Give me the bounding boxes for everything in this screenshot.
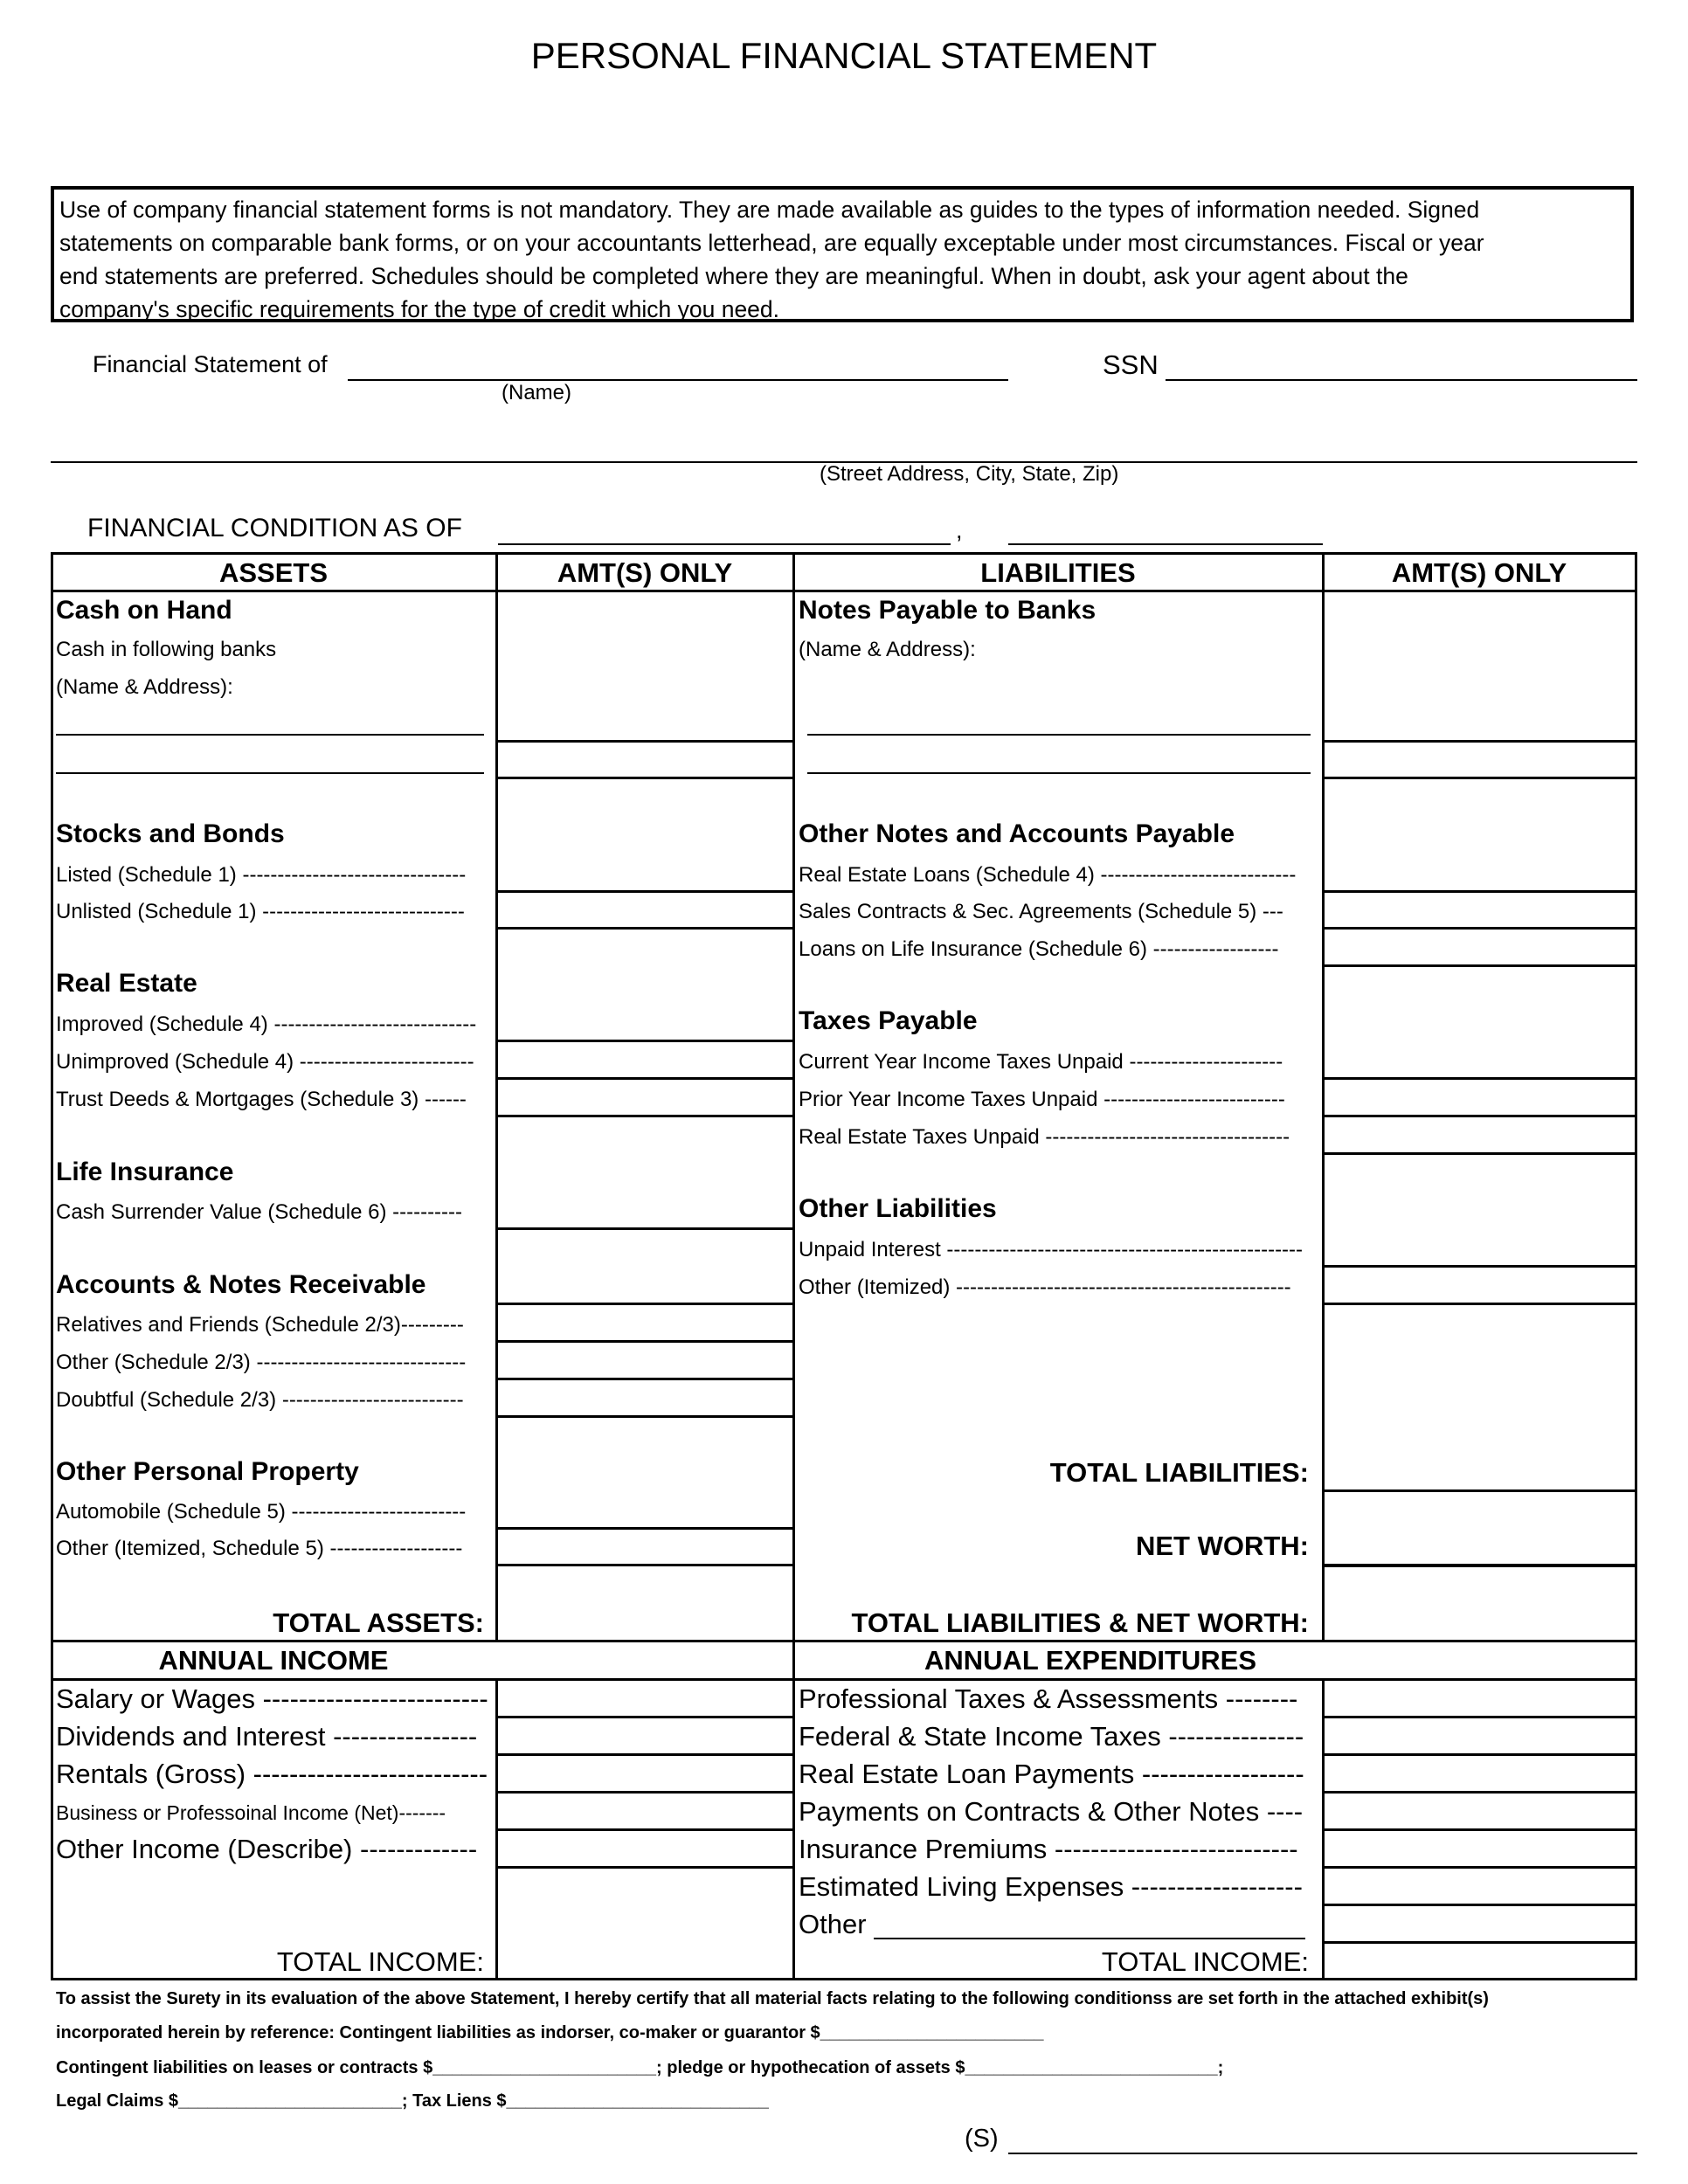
certification-line: incorporated herein by reference: Contingent liabilities as indorser, co-maker or guarantor $_______________________ — [56, 2023, 1044, 2042]
contracts-payments-label: Payments on Contracts & Other Notes ---- — [799, 1796, 1304, 1827]
sales-contracts-label: Sales Contracts & Sec. Agreements (Schedule 5) --- — [799, 900, 1283, 923]
assets-header: ASSETS — [218, 557, 329, 588]
dividends-label: Dividends and Interest ---------------- — [56, 1721, 478, 1752]
unimproved-label: Unimproved (Schedule 4) ------------------------- — [56, 1050, 474, 1074]
personal-property-heading: Other Personal Property — [56, 1457, 359, 1486]
net-worth-label: NET WORTH: — [1135, 1531, 1309, 1561]
total-liabilities-label: TOTAL LIABILITIES: — [1049, 1457, 1309, 1488]
current-taxes-label: Current Year Income Taxes Unpaid ---------------------- — [799, 1050, 1283, 1074]
doubtful-label: Doubtful (Schedule 2/3) -------------------------- — [56, 1388, 464, 1412]
total-assets-label: TOTAL ASSETS: — [273, 1607, 484, 1638]
cash-banks-label: Cash in following banks — [56, 638, 277, 661]
amt-header-left: AMT(S) ONLY — [557, 557, 733, 588]
annual-expenditures-header: ANNUAL EXPENDITURES — [924, 1645, 1257, 1676]
trust-deeds-label: Trust Deeds & Mortgages (Schedule 3) ------ — [56, 1088, 467, 1111]
intro-line: statements on comparable bank forms, or on your accountants letterhead, are equally exceptable under most circumstances. Fiscal or year — [59, 230, 1484, 256]
name-field[interactable] — [348, 353, 1008, 381]
prof-taxes-label: Professional Taxes & Assessments -------- — [799, 1683, 1298, 1714]
page-title: PERSONAL FINANCIAL STATEMENT — [530, 35, 1158, 76]
intro-box — [51, 186, 1634, 322]
receivable-heading: Accounts & Notes Receivable — [56, 1270, 426, 1299]
taxes-payable-heading: Taxes Payable — [799, 1006, 978, 1035]
amt-header-right: AMT(S) ONLY — [1391, 557, 1567, 588]
bank-name-line[interactable] — [807, 755, 1311, 774]
life-insurance-heading: Life Insurance — [56, 1158, 234, 1186]
fed-taxes-label: Federal & State Income Taxes --------------- — [799, 1721, 1304, 1752]
bank-name-line[interactable] — [56, 716, 484, 736]
listed-label: Listed (Schedule 1) -------------------------------- — [56, 863, 467, 887]
stocks-bonds-heading: Stocks and Bonds — [56, 819, 285, 848]
bank-name-line[interactable] — [56, 755, 484, 774]
ssn-label: SSN — [1103, 349, 1159, 380]
intro-line: company's specific requirements for the type of credit which you need. — [59, 296, 780, 322]
re-loans-label: Real Estate Loans (Schedule 4) ---------------------------- — [799, 863, 1297, 887]
intro-line: Use of company financial statement forms is not mandatory. They are made available as guides to the types of information needed. Signed — [59, 197, 1480, 223]
liab-name-address-label: (Name & Address): — [799, 638, 976, 661]
re-taxes-label: Real Estate Taxes Unpaid ----------------------------------- — [799, 1125, 1290, 1149]
real-estate-heading: Real Estate — [56, 969, 197, 998]
bank-name-line[interactable] — [807, 716, 1311, 736]
comma: , — [956, 517, 963, 543]
rentals-label: Rentals (Gross) -------------------------- — [56, 1759, 488, 1789]
ssn-field[interactable] — [1166, 353, 1637, 381]
liabilities-header: LIABILITIES — [980, 557, 1136, 588]
improved-label: Improved (Schedule 4) ----------------------------- — [56, 1013, 477, 1036]
re-payments-label: Real Estate Loan Payments ------------------ — [799, 1759, 1304, 1789]
total-income-label: TOTAL INCOME: — [276, 1946, 484, 1977]
fs-of-label: Financial Statement of — [93, 351, 328, 377]
prior-taxes-label: Prior Year Income Taxes Unpaid -------------------------- — [799, 1088, 1285, 1111]
certification-line: Legal Claims $_______________________; Tax Liens $___________________________ — [56, 2091, 769, 2111]
certification-line: Contingent liabilities on leases or contracts $_______________________; pledge or hypothecation of assets $__________________________; — [56, 2058, 1224, 2077]
unlisted-label: Unlisted (Schedule 1) ----------------------------- — [56, 900, 465, 923]
salary-label: Salary or Wages ------------------------- — [56, 1683, 488, 1714]
condition-label: FINANCIAL CONDITION AS OF — [87, 514, 462, 543]
insurance-premiums-label: Insurance Premiums --------------------------- — [799, 1834, 1298, 1864]
unpaid-interest-label: Unpaid Interest --------------------------------------------------- — [799, 1238, 1304, 1261]
living-expenses-label: Estimated Living Expenses ------------------- — [799, 1871, 1303, 1902]
name-address-label: (Name & Address): — [56, 675, 233, 699]
other-itemized-label: Other (Itemized, Schedule 5) ------------------- — [56, 1537, 463, 1560]
address-caption: (Street Address, City, State, Zip) — [820, 462, 1119, 486]
other-notes-heading: Other Notes and Accounts Payable — [799, 819, 1235, 848]
name-caption: (Name) — [502, 381, 572, 404]
annual-income-header: ANNUAL INCOME — [158, 1645, 389, 1676]
relatives-label: Relatives and Friends (Schedule 2/3)--------- — [56, 1313, 464, 1337]
cash-surrender-label: Cash Surrender Value (Schedule 6) ---------- — [56, 1200, 463, 1224]
automobile-label: Automobile (Schedule 5) ------------------------- — [56, 1500, 467, 1524]
signature-label: (S) — [965, 2125, 999, 2153]
intro-line: end statements are preferred. Schedules should be completed where they are meaningful. When in doubt, ask your agent about the — [59, 263, 1408, 289]
other-income-label: Other Income (Describe) ------------- — [56, 1834, 478, 1864]
business-income-label: Business or Professoinal Income (Net)------- — [56, 1801, 446, 1824]
other-liabilities-heading: Other Liabilities — [799, 1194, 997, 1223]
certification-line: To assist the Surety in its evaluation of the above Statement, I hereby certify that all material facts relating to the following conditionss are set forth in the attached exhibit(s) — [56, 1989, 1489, 2008]
cash-on-hand-heading: Cash on Hand — [56, 596, 232, 625]
condition-date-field[interactable] — [498, 515, 951, 545]
other-expenditure-label: Other — [799, 1909, 867, 1939]
life-loans-label: Loans on Life Insurance (Schedule 6) ------------------ — [799, 937, 1279, 961]
condition-year-field[interactable] — [1008, 515, 1323, 545]
address-field[interactable] — [51, 428, 1637, 463]
notes-banks-heading: Notes Payable to Banks — [799, 596, 1097, 625]
total-expenditure-label: TOTAL INCOME: — [1101, 1946, 1309, 1977]
other-liab-itemized-label: Other (Itemized) ------------------------------------------------ — [799, 1275, 1291, 1299]
other-expenditure-field[interactable] — [874, 1913, 1305, 1939]
total-liab-nw-label: TOTAL LIABILITIES & NET WORTH: — [851, 1607, 1309, 1638]
other-receivable-label: Other (Schedule 2/3) ------------------------------ — [56, 1351, 467, 1374]
signature-field[interactable] — [1008, 2123, 1637, 2154]
